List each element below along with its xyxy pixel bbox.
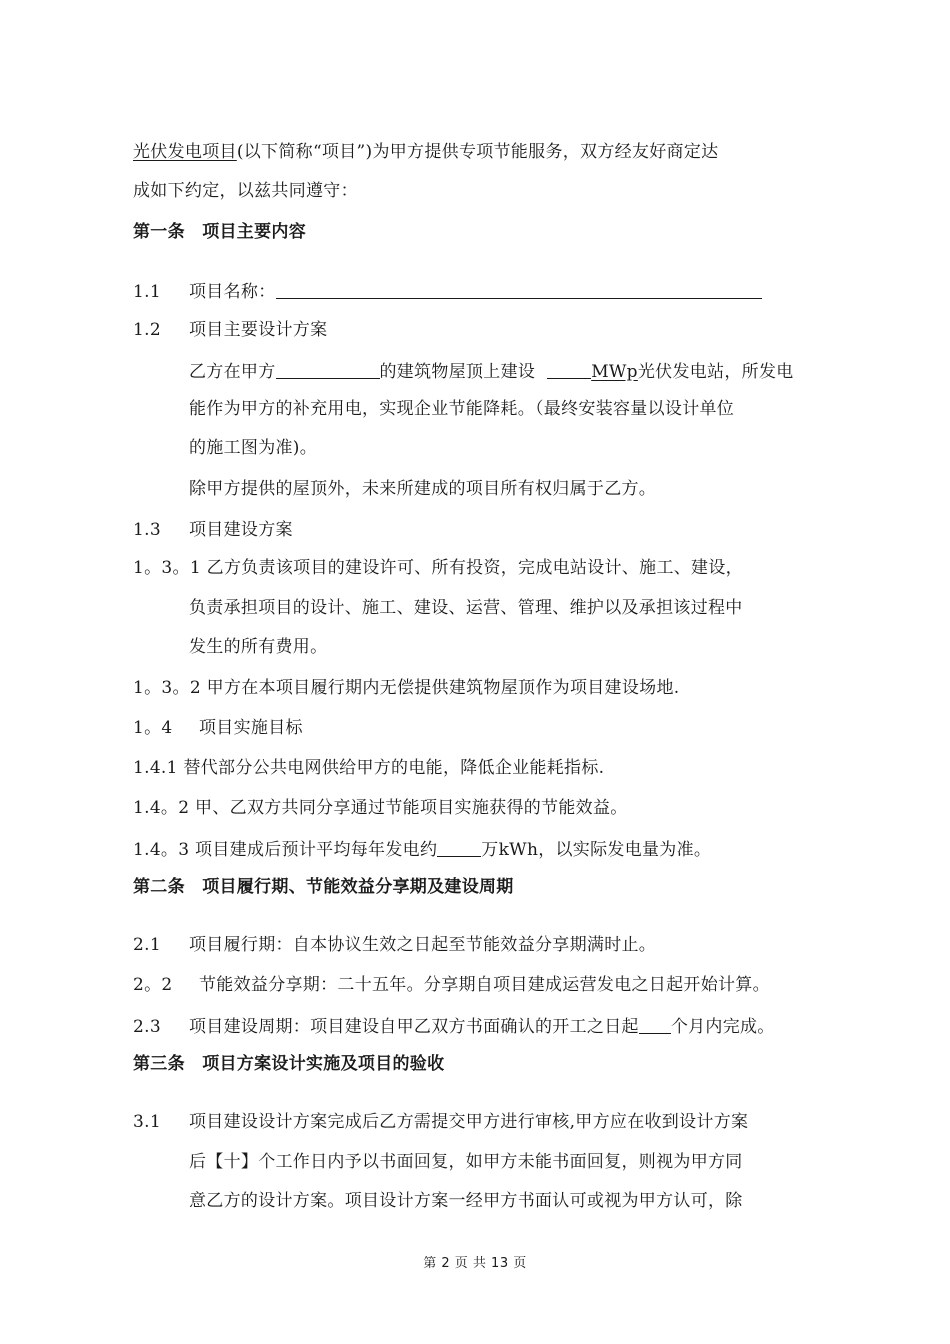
clause-text: 节能效益分享期：二十五年。分享期自项目建成运营发电之日起开始计算。 — [199, 975, 770, 995]
clause-1-4 — [133, 716, 303, 740]
clause-2-3 — [133, 1013, 775, 1039]
clause-number: 2.3 — [133, 1017, 161, 1037]
article-2-heading: 第二条 项目履行期、节能效益分享期及建设周期 — [133, 877, 514, 897]
intro-line-2: 成如下约定，以兹共同遵守： — [133, 181, 358, 201]
clause-3-1-line-2: 后【十】个工作日内予以书面回复，如甲方未能书面回复，则视为甲方同 — [189, 1152, 743, 1172]
party-a-blank[interactable] — [276, 360, 380, 379]
intro-line-1-text: (以下简称“项目”)为甲方提供专项节能服务，双方经友好商定达 — [236, 142, 719, 162]
clause-text: 项目建设周期：项目建设自甲乙双方书面确认的开工之日起 — [189, 1017, 639, 1037]
construction-months-blank[interactable] — [639, 1015, 671, 1034]
clause-1-2-para-2: 能作为甲方的补充用电，实现企业节能降耗。（最终安装容量以设计单位 — [189, 399, 735, 419]
clause-1-3 — [133, 518, 293, 542]
clause-number: 2.1 — [133, 935, 161, 955]
clause-1-1 — [133, 278, 762, 304]
clause-2-2 — [133, 973, 770, 997]
text-segment: 的建筑物屋顶上建设 — [379, 362, 536, 382]
capacity-blank[interactable] — [547, 360, 591, 379]
text-segment: 1.4。3 项目建成后预计平均每年发电约 — [133, 840, 438, 860]
clause-1-2 — [133, 318, 327, 342]
clause-1-3-1-line-2: 负责承担项目的设计、施工、建设、运营、管理、维护以及承担该过程中 — [189, 598, 743, 618]
clause-title: 项目建设方案 — [189, 520, 293, 540]
clause-3-1-line-3: 意乙方的设计方案。项目设计方案一经甲方书面认可或视为甲方认可，除 — [189, 1191, 743, 1211]
text-segment: 光伏发电站，所发电 — [637, 362, 794, 382]
annual-generation-blank[interactable] — [437, 838, 481, 857]
article-3-heading: 第三条 项目方案设计实施及项目的验收 — [133, 1054, 445, 1074]
clause-1-4-1: 1.4.1 替代部分公共电网供给甲方的电能，降低企业能耗指标. — [133, 758, 605, 778]
clause-number: 1.2 — [133, 320, 161, 340]
clause-number: 1。4 — [133, 718, 173, 738]
clause-text: 个月内完成。 — [670, 1017, 775, 1037]
clause-1-3-2: 1。3。2 甲方在本项目履行期内无偿提供建筑物屋顶作为项目建设场地. — [133, 678, 680, 698]
intro-line-1 — [133, 140, 718, 164]
clause-title: 项目实施目标 — [199, 718, 303, 738]
text-segment: 万kWh，以实际发电量为准。 — [481, 840, 712, 860]
clause-1-2-para-1 — [189, 358, 794, 384]
clause-1-3-1-line-1: 1。3。1 乙方负责该项目的建设许可、所有投资，完成电站设计、施工、建设， — [133, 558, 743, 578]
capacity-unit: MWp — [591, 362, 638, 382]
clause-1-4-3 — [133, 836, 711, 862]
clause-label: 项目名称： — [189, 282, 276, 302]
clause-1-3-1-line-3: 发生的所有费用。 — [189, 637, 328, 657]
project-name-blank[interactable] — [276, 280, 762, 299]
clause-number: 1.1 — [133, 282, 161, 302]
clause-text: 项目建设设计方案完成后乙方需提交甲方进行审核,甲方应在收到设计方案 — [189, 1112, 749, 1132]
clause-2-1 — [133, 933, 656, 957]
clause-text: 项目履行期：自本协议生效之日起至节能效益分享期满时止。 — [189, 935, 657, 955]
clause-number: 1.3 — [133, 520, 161, 540]
text-segment: 乙方在甲方 — [189, 362, 276, 382]
clause-number: 3.1 — [133, 1112, 161, 1132]
clause-1-2-para-4: 除甲方提供的屋顶外，未来所建成的项目所有权归属于乙方。 — [189, 479, 657, 499]
clause-title: 项目主要设计方案 — [189, 320, 328, 340]
page-number-footer: 第 2 页 共 13 页 — [423, 1256, 527, 1271]
clause-3-1-line-1 — [133, 1110, 748, 1134]
project-name-underlined: 光伏发电项目 — [133, 142, 237, 162]
clause-1-4-2: 1.4。2 甲、乙双方共同分享通过节能项目实施获得的节能效益。 — [133, 798, 628, 818]
article-1-heading: 第一条 项目主要内容 — [133, 222, 306, 242]
clause-number: 2。2 — [133, 975, 173, 995]
clause-1-2-para-3: 的施工图为准)。 — [189, 438, 318, 458]
